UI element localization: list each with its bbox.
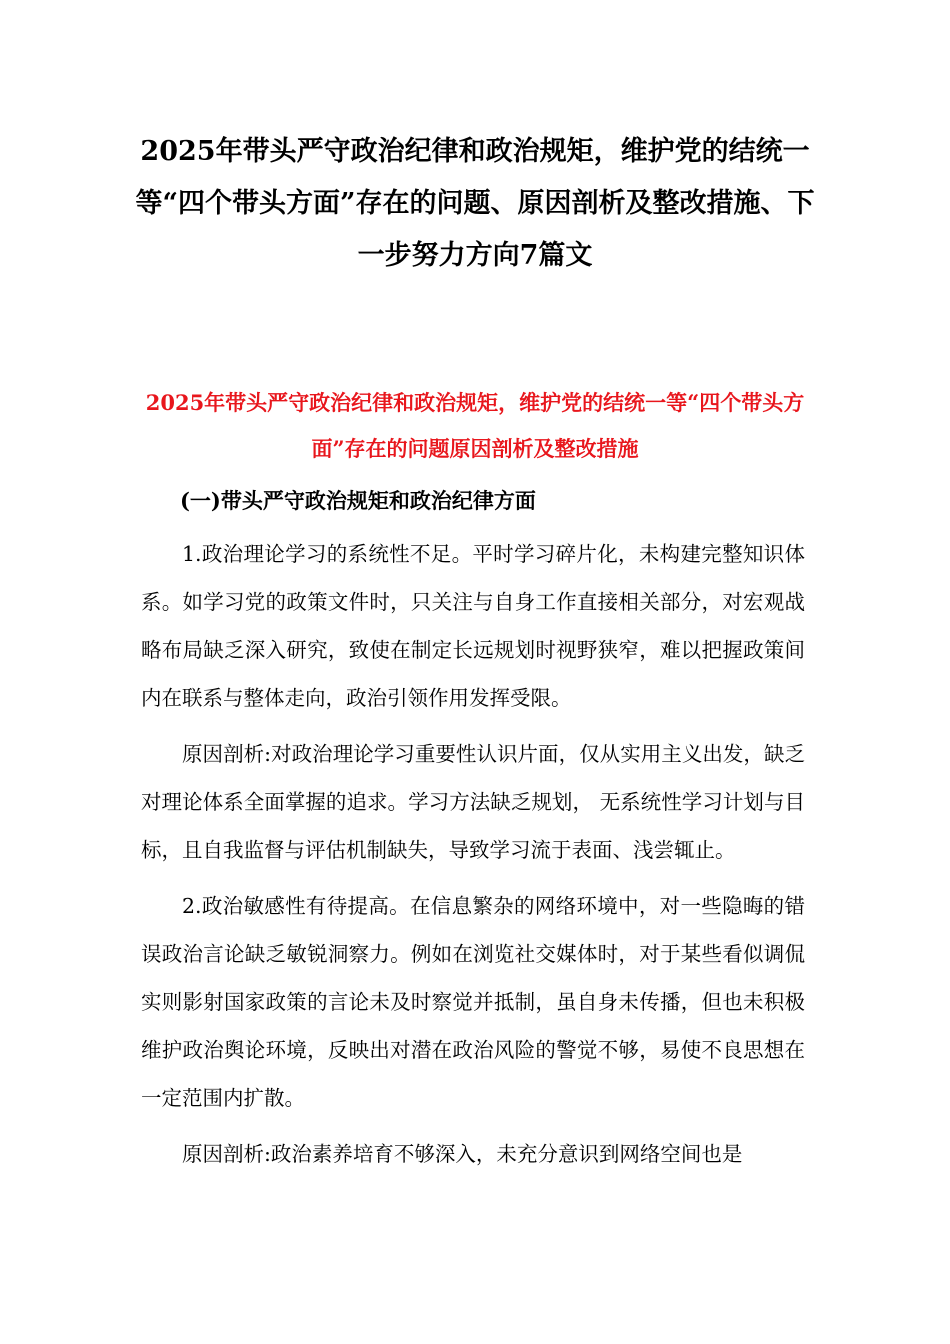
paragraph-issue-1: 1.政治理论学习的系统性不足。平时学习碎片化，未构建完整知识体系。如学习党的政策文件时，只关注与自身工作直接相关部分，对宏观战略布局缺乏深入研究，致使在制定长远规划时视野狭窄，难以把握政策间内在联系与整体走向，政治引领作用发挥受限。: [141, 542, 805, 710]
section-title: 2025年带头严守政治纪律和政治规矩，维护党的结统一等“四个带头方面”存在的问题原因剖析及整改措施: [145, 390, 805, 461]
document-body: [141, 530, 805, 1186]
paragraph-issue-2: 2.政治敏感性有待提高。在信息繁杂的网络环境中，对一些隐晦的错误政治言论缺乏敏锐洞察力。例如在浏览社交媒体时，对于某些看似调侃实则影射国家政策的言论未及时察觉并抵制，虽自身未传播，但也未积极维护政治舆论环境，反映出对潜在政治风险的警觉不够，易使不良思想在一定范围内扩散。: [141, 894, 805, 1110]
paragraph-cause-1: 原因剖析:对政治理论学习重要性认识片面，仅从实用主义出发，缺乏对理论体系全面掌握的追求。学习方法缺乏规划， 无系统性学习计划与目标，且自我监督与评估机制缺失，导致学习流于表面、浅尝辄止。: [141, 742, 805, 862]
paragraph-cause-2: 原因剖析:政治素养培育不够深入，未充分意识到网络空间也是: [182, 1142, 743, 1166]
subheading: (一)带头严守政治规矩和政治纪律方面: [180, 488, 536, 513]
document-title: 2025年带头严守政治纪律和政治规矩，维护党的结统一等“四个带头方面”存在的问题、原因剖析及整改措施、下一步努力方向7篇文: [135, 136, 815, 271]
